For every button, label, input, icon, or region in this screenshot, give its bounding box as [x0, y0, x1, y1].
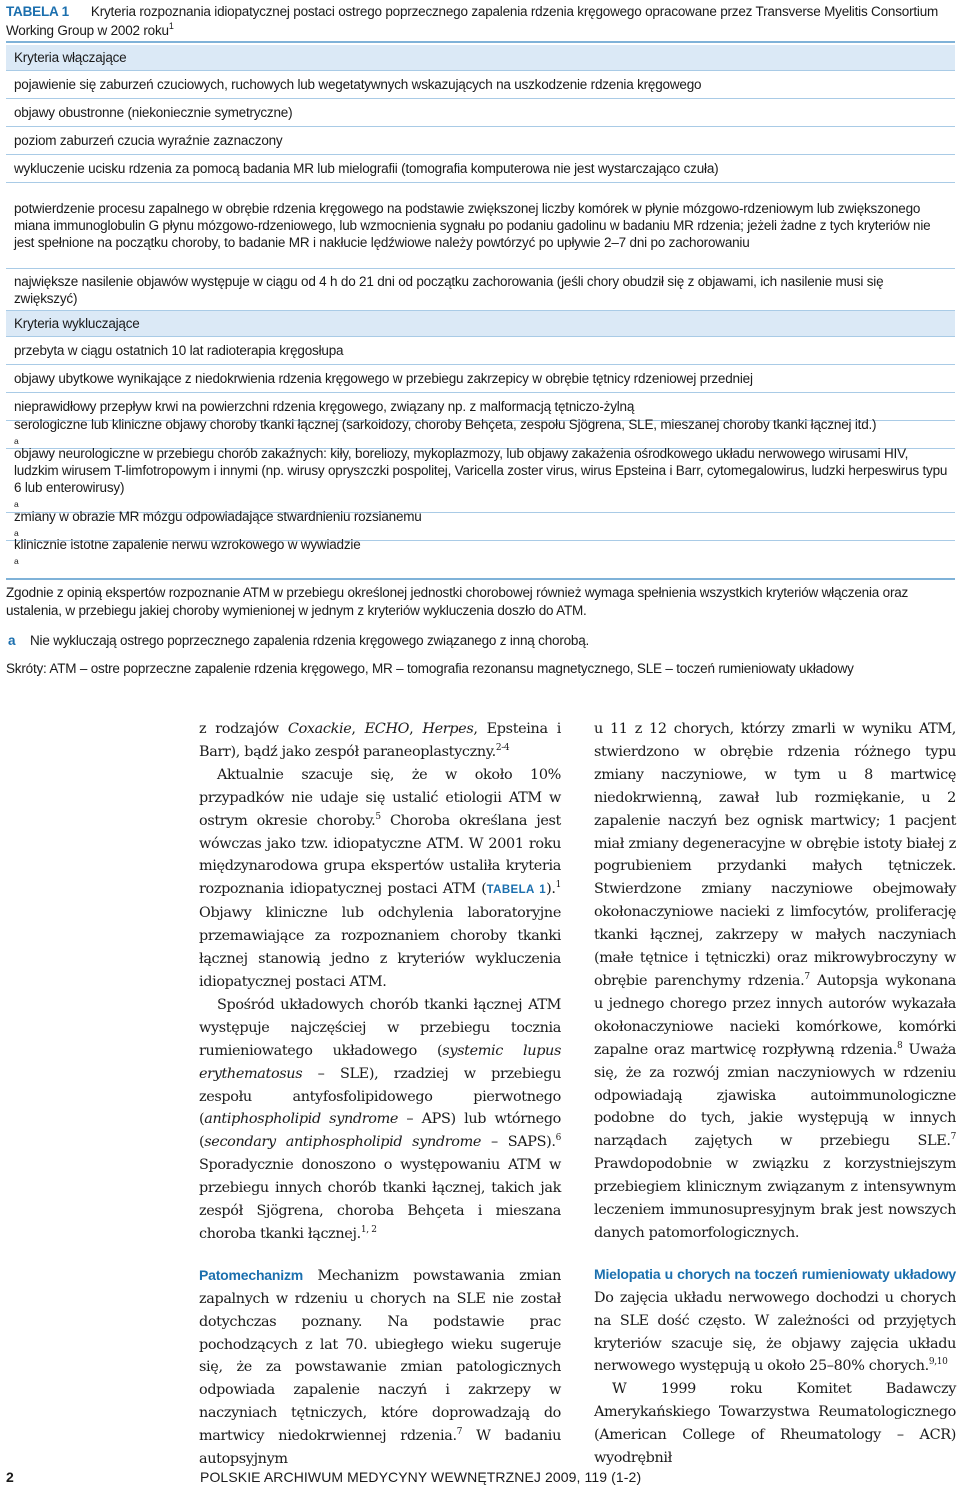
table-title: [6, 2, 956, 40]
table-notes: [6, 584, 956, 678]
journal-name: POLSKIE ARCHIWUM MEDYCYNY WEWNĘTRZNEJ 2009, 119 (1-2): [200, 1469, 642, 1485]
paragraph: z rodzajów Coxackie, ECHO, Herpes, Epsteina i Barr), bądź jako zespół paraneoplastyczny.$^{2-4}$: [199, 721, 562, 760]
table-title-ref: 1: [168, 21, 174, 31]
table-row: zmiany w obrazie MR mózgu odpowiadające stwardnieniu rozsianemu $^a$: [6, 513, 955, 541]
table-top-rule: [6, 41, 955, 43]
paragraph: Aktualnie szacuje się, że w około 10% przypadków nie udaje się ustalić etiologii ATM w ostrym okresie choroby.$^5$ Choroba określana jest wówczas jako tzw. idiopatyczne ATM. W 2001 roku międzynarodowa grupa ekspertów ustaliła kryteria rozpoznania idiopatycznej postaci ATM (TABELA 1).$^1$ Objawy kliniczne lub odchylenia laboratoryjne przemawiające za rozpoznaniem choroby tkanki łącznej stanowią jedno z kryteriów wykluczenia idiopatycznej postaci ATM.: [199, 766, 561, 990]
table-note-main: Zgodnie z opinią ekspertów rozpoznanie ATM w przebiegu określonej jednostki chorobowej również wymaga spełnienia wszystkich kryteriów włączenia oraz ustalenia, w przebiegu jakiej choroby wymienionej w jednym z kryteriów wykluczenia doszło do ATM.: [6, 585, 909, 618]
table-title-text: Kryteria rozpoznania idiopatycznej postaci ostrego poprzecznego zapalenia rdzenia kręgowego opracowane przez Transverse Myelitis Consortium Working Group w 2002 roku: [6, 4, 939, 38]
table-row: objawy neurologiczne w przebiegu chorób zakaźnych: kiły, boreliozy, mykoplazmozy, lub objawy zakażenia ośrodkowego układu nerwowego wirusami HIV, ludzkim wirusem T-limfotropowym i innymi (np. wirusy opryszczki pospolitej, Varicella zoster virus, wirus Epsteina i Barr, cytomegalowirus, ludzki herpeswirus typu 6 lub enterowirusy) $^a$: [6, 449, 955, 513]
table-row: pojawienie się zaburzeń czuciowych, ruchowych lub wegetatywnych wskazujących na uszkodzenie rdzenia kręgowego: [6, 71, 955, 99]
section-heading: Patomechanizm: [199, 1266, 303, 1283]
article-column-left: [199, 718, 561, 1471]
section-patomechanizm: Patomechanizm Mechanizm powstawania zmian zapalnych w rdzeniu u chorych na SLE nie został dotychczas poznany. Na podstawie prac pochodzących z lat 70. ubiegłego wieku sugeruje się, że za powstawanie zmian patologicznych odpowiada zapalenie naczyń i zakrzepy w naczyniach tętniczych, które doprowadzają do martwicy niedokrwiennej rdzenia.$^7$ W badaniu autopsyjnym: [199, 1266, 561, 1468]
section-heading: Mielopatia u chorych na toczeń rumieniowaty układowy: [594, 1265, 956, 1282]
paragraph: u 11 z 12 chorych, którzy zmarli w wyniku ATM, stwierdzono w obrębie rdzenia różnego typu zmiany naczyniowe, w tym u 8 martwicę niedokrwienną, zawał lub rozmiękanie, u 2 zapalenie naczyń bez ognisk martwicy; 1 pacjent miał zmiany degeneracyjne w obrębie istoty białej z pogrubieniem przydanki małych tętniczek. Stwierdzone zmiany naczyniowe obejmowały okołonaczyniowe nacieki z limfocytów, proliferację tkanki łącznej, zakrzepy w małych naczyniach (małe tętnice i tętniczki) oraz mikrowybroczyny w obrębie parenchymy rdzenia.$^7$ Autopsja wykonana u jednego chorego przez innych autorów wykazała okołonaczyniowe nacieki komórkowe, komórki zapalne oraz martwicę rozpływną rdzenia.$^8$ Uważa się, że za rozwój zmian naczyniowych w rdzeniu odpowiadają zjawiska autoimmunologiczne podobne do tych, jakie występują w innych narządach zajętych w przebiegu SLE.$^7$ Prawdopodobnie w związku z korzystniejszym przebiegiem klinicznym związanym z intensywnym leczeniem immunosupresyjnym brak jest nowszych danych patomorfologicznych.: [594, 721, 956, 1241]
section-header-exclusion: Kryteria wykluczające: [6, 311, 955, 337]
article-column-right: [594, 718, 956, 1470]
table-label: TABELA 1: [6, 4, 69, 19]
paragraph: W 1999 roku Komitet Badawczy Amerykańskiego Towarzystwa Reumatologicznego (American College of Rheumatology – ACR) wyodrębnił: [594, 1381, 956, 1467]
table-row: poziom zaburzeń czucia wyraźnie zaznaczony: [6, 127, 955, 155]
section-header-inclusion: Kryteria włączające: [6, 45, 955, 71]
table-row: największe nasilenie objawów występuje w ciągu od 4 h do 21 dni od początku zachorowania (jeśli chory obudził się z objawami, ich nasilenie musi się zwiększyć): [6, 269, 955, 311]
table-reference-link[interactable]: TABELA 1: [486, 884, 547, 897]
table-abbreviations: Skróty: ATM – ostre poprzeczne zapalenie rdzenia kręgowego, MR – tomografia rezonansu magnetycznego, SLE – toczeń rumieniowaty układowy: [6, 661, 854, 676]
table-row: objawy ubytkowe wynikające z niedokrwienia rdzenia kręgowego w przebiegu zakrzepicy w obrębie tętnicy rdzeniowej przedniej: [6, 365, 955, 393]
table-row: przebyta w ciągu ostatnich 10 lat radioterapia kręgosłupa: [6, 337, 955, 365]
section-mielopatia: Mielopatia u chorych na toczeń rumieniowaty układowy Do zajęcia układu nerwowego dochodzi u chorych na SLE dość często. W zależności od przyjętych kryteriów szacuje się, że objawy zajęcia układu nerwowego występują u około 25–80% chorych.$^{9,10}$: [594, 1265, 956, 1375]
table-row: serologiczne lub kliniczne objawy choroby tkanki łącznej (sarkoidozy, choroby Behçeta, zespołu Sjögrena, SLE, mieszanej choroby tkanki łącznej itd.) $^a$: [6, 421, 955, 449]
paragraph: Spośród układowych chorób tkanki łącznej ATM występuje najczęściej w przebiegu tocznia rumieniowatego układowego (systemic lupus erythematosus – SLE), rzadziej w przebiegu zespołu antyfosfolipidowego pierwotnego (antiphospholipid syndrome – APS) lub wtórnego (secondary antiphospholipid syndrome – SAPS).$^6$ Sporadycznie donoszono o występowaniu ATM w przebiegu innych chorób tkanki łącznej, takich jak zespół Sjögrena, choroba Behçeta i mieszana choroba tkanki łącznej.$^{1, 2}$: [199, 996, 562, 1242]
table-row: wykluczenie ucisku rdzenia za pomocą badania MR lub mielografii (tomografia komputerowa nie jest wystarczająco czuła): [6, 155, 955, 183]
table-footnote-a: a Nie wykluczają ostrego poprzecznego zapalenia rdzenia kręgowego związanego z inną chorobą.: [8, 633, 590, 648]
criteria-table: [6, 45, 955, 569]
table-row: objawy obustronne (niekoniecznie symetryczne): [6, 99, 955, 127]
table-bottom-rule: [6, 578, 955, 580]
page-number: 2: [6, 1469, 14, 1485]
table-row: potwierdzenie procesu zapalnego w obrębie rdzenia kręgowego na podstawie zwiększonej liczby komórek w płynie mózgowo-rdzeniowym lub zwiększonego miana immunoglobulin G płynu mózgowo-rdzeniowego, lub wzmocnienia sygnału po podaniu gadolinu w badaniu MR rdzenia; jeżeli żadne z tych kryteriów nie jest spełnione na początku choroby, to badanie MR i nakłucie lędźwiowe należy powtórzyć po upływie 2–7 dni po zachorowaniu: [6, 183, 955, 269]
table-row: klinicznie istotne zapalenie nerwu wzrokowego w wywiadzie $^a$: [14, 537, 361, 567]
table-row: nieprawidłowy przepływ krwi na powierzchni rdzenia kręgowego, związany np. z malformacją tętniczo-żylną: [6, 393, 955, 421]
